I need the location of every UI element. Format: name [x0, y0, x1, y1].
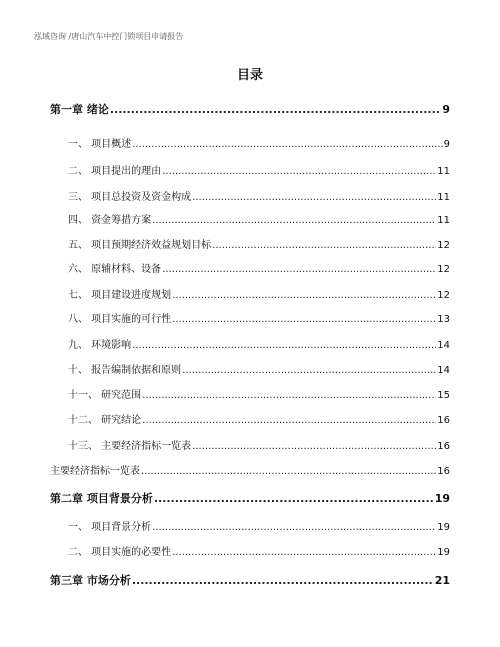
- toc-entry-title: 七、 项目建设进度规划: [68, 290, 172, 301]
- toc-entry-title: 八、 项目实施的可行性: [68, 314, 172, 325]
- toc-dot-leader: [152, 522, 436, 533]
- toc-entry-title: 十一、 研究范围: [68, 390, 142, 401]
- toc-chapter-entry[interactable]: [50, 572, 450, 588]
- toc-dot-leader: [162, 166, 436, 177]
- toc-dot-leader: [142, 390, 436, 401]
- toc-entry-title: 三、 项目总投资及资金构成: [68, 192, 192, 203]
- toc-section-entry[interactable]: [68, 260, 450, 275]
- toc-section-entry[interactable]: [68, 135, 450, 150]
- toc-section-entry[interactable]: [68, 310, 450, 325]
- toc-entry-title: 一、 项目背景分析: [68, 522, 152, 533]
- running-header: 泓域咨询 /唐山汽车中控门锁项目申请报告: [34, 32, 184, 41]
- toc-chapter-entry[interactable]: [50, 101, 450, 117]
- toc-entry-title: 六、 原辅材料、设备: [68, 264, 162, 275]
- toc-entry-title: 十、 报告编制依据和原则: [68, 365, 182, 376]
- toc-page-number: 21: [434, 574, 450, 587]
- toc-dot-leader: [172, 290, 436, 301]
- toc-section-entry[interactable]: [68, 518, 450, 533]
- toc-page-number: 11: [437, 166, 450, 177]
- toc-entry-title: 五、 项目预期经济效益规划目标: [68, 240, 212, 251]
- toc-page-number: 9: [443, 139, 450, 150]
- toc-page-number: 16: [437, 441, 450, 452]
- toc-section-entry[interactable]: [68, 236, 450, 251]
- toc-page-number: 9: [442, 103, 450, 116]
- toc-section-entry[interactable]: [68, 211, 450, 226]
- toc-page-number: 19: [434, 492, 450, 505]
- toc-dot-leader: [110, 103, 442, 116]
- toc-section-entry[interactable]: [68, 543, 450, 558]
- toc-entry-title: 十三、 主要经济指标一览表: [68, 441, 192, 452]
- toc-chapter-entry[interactable]: [50, 490, 450, 506]
- toc-page-number: 19: [437, 522, 450, 533]
- toc-entry-title: 九、 环境影响: [68, 340, 132, 351]
- toc-entry-title: 十二、 研究结论: [68, 415, 142, 426]
- toc-section-entry[interactable]: [68, 336, 450, 351]
- toc-page-number: 19: [437, 547, 450, 558]
- toc-dot-leader: [192, 441, 436, 452]
- toc-dot-leader: [142, 415, 436, 426]
- toc-entry-title: 第一章 绪论: [50, 103, 109, 116]
- toc-page-number: 13: [437, 314, 450, 325]
- toc-entry-title: 二、 项目提出的理由: [68, 166, 162, 177]
- toc-dot-leader: [192, 192, 436, 203]
- toc-dot-leader: [172, 314, 436, 325]
- toc-dot-leader: [132, 340, 436, 351]
- toc-entry-title: 主要经济指标一览表: [50, 466, 140, 477]
- toc-page-number: 12: [437, 290, 450, 301]
- toc-dot-leader: [162, 264, 436, 275]
- toc-section-entry[interactable]: [68, 361, 450, 376]
- toc-section-entry[interactable]: [68, 162, 450, 177]
- toc-dot-leader: [182, 365, 436, 376]
- toc-section-entry[interactable]: [68, 411, 450, 426]
- toc-entry-title: 二、 项目实施的必要性: [68, 547, 172, 558]
- toc-page-number: 16: [437, 415, 450, 426]
- page-title: 目录: [236, 68, 263, 83]
- toc-section-entry[interactable]: [68, 286, 450, 301]
- toc-page-number: 14: [437, 340, 450, 351]
- toc-page-number: 12: [437, 264, 450, 275]
- toc-dot-leader: [141, 466, 436, 477]
- toc-entry-title: 第三章 市场分析: [50, 574, 131, 587]
- toc-section-entry[interactable]: [50, 462, 450, 477]
- toc-dot-leader: [172, 547, 436, 558]
- toc-dot-leader: [154, 492, 434, 505]
- toc-page-number: 11: [437, 215, 450, 226]
- toc-entry-title: 一、 项目概述: [68, 139, 132, 150]
- toc-page-number: 12: [437, 240, 450, 251]
- toc-entry-title: 第二章 项目背景分析: [50, 492, 153, 505]
- toc-entry-title: 四、 资金筹措方案: [68, 215, 152, 226]
- toc-page-number: 16: [437, 466, 450, 477]
- toc-dot-leader: [152, 215, 436, 226]
- toc-page-number: 14: [437, 365, 450, 376]
- toc-dot-leader: [132, 139, 442, 150]
- toc-page-number: 11: [437, 192, 450, 203]
- toc-dot-leader: [132, 574, 434, 587]
- toc-section-entry[interactable]: [68, 386, 450, 401]
- toc-section-entry[interactable]: [68, 188, 450, 203]
- toc-section-entry[interactable]: [68, 437, 450, 452]
- toc-page-number: 15: [437, 390, 450, 401]
- toc-dot-leader: [212, 240, 436, 251]
